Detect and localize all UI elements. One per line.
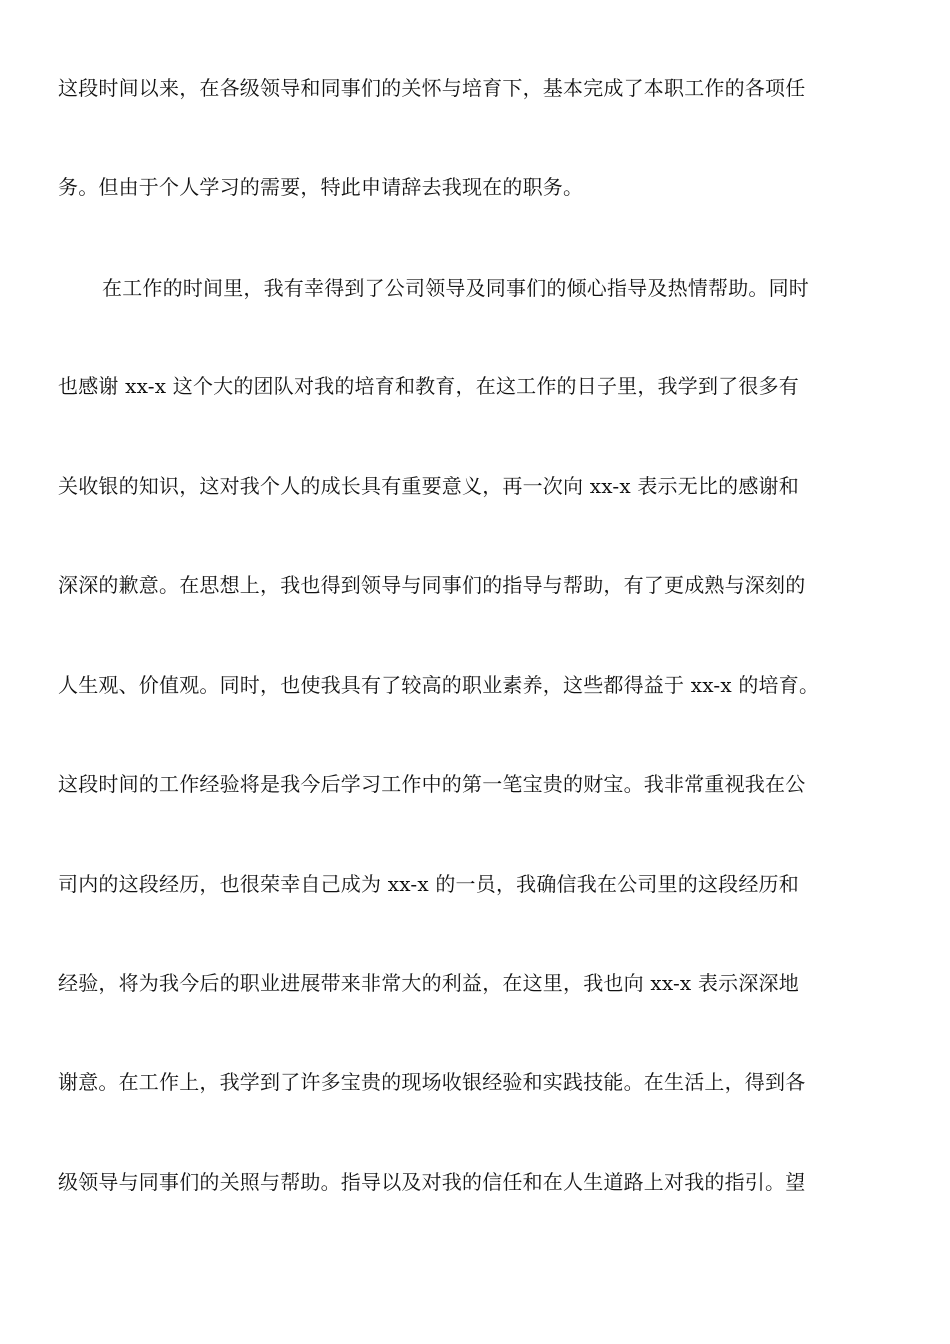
text-line: 这段时间以来，在各级领导和同事们的关怀与培育下，基本完成了本职工作的各项任 [58,76,806,100]
text-line: 也感谢 xx-x 这个大的团队对我的培育和教育，在这工作的日子里，我学到了很多有 [58,374,799,398]
text-line: 经验，将为我今后的职业进展带来非常大的利益，在这里，我也向 xx-x 表示深深地 [58,971,799,995]
text-line: 关收银的知识，这对我个人的成长具有重要意义，再一次向 xx-x 表示无比的感谢和 [58,474,799,498]
text-line: 这段时间的工作经验将是我今后学习工作中的第一笔宝贵的财宝。我非常重视我在公 [58,772,806,796]
text-line: 级领导与同事们的关照与帮助。指导以及对我的信任和在人生道路上对我的指引。望 [58,1170,806,1194]
text-line: 务。但由于个人学习的需要，特此申请辞去我现在的职务。 [58,175,584,199]
text-line: 深深的歉意。在思想上，我也得到领导与同事们的指导与帮助，有了更成熟与深刻的 [58,573,806,597]
paragraph-start-line: 在工作的时间里，我有幸得到了公司领导及同事们的倾心指导及热情帮助。同时 [102,276,809,300]
text-line: 司内的这段经历，也很荣幸自己成为 xx-x 的一员，我确信我在公司里的这段经历和 [58,872,799,896]
text-line: 谢意。在工作上，我学到了许多宝贵的现场收银经验和实践技能。在生活上，得到各 [58,1070,806,1094]
text-line: 人生观、价值观。同时，也使我具有了较高的职业素养，这些都得益于 xx-x 的培育。 [58,673,820,697]
